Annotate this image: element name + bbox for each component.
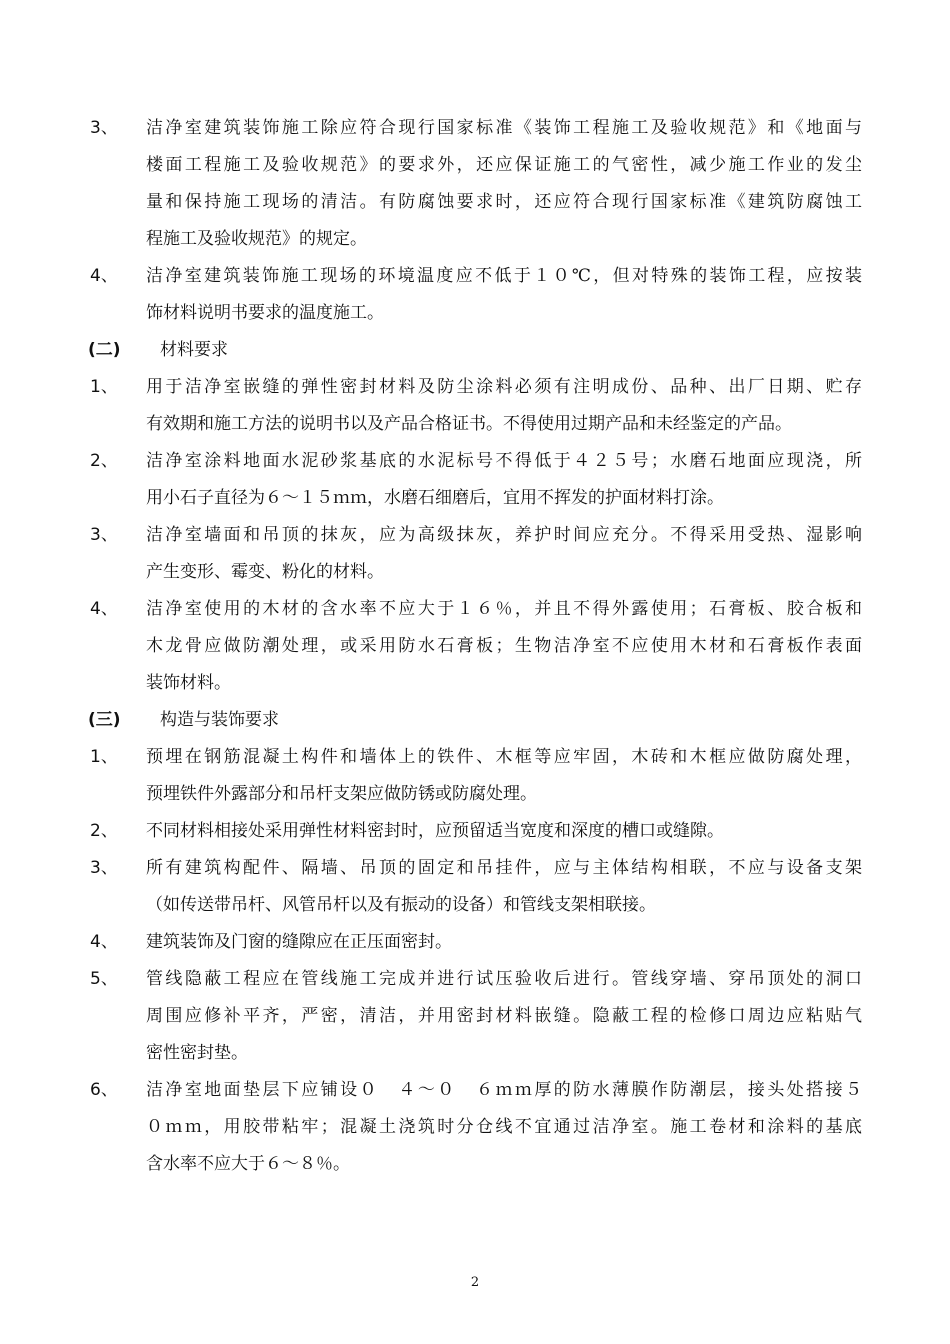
paragraph-line: 密性密封垫。 — [146, 1043, 248, 1063]
page-number: 2 — [470, 1275, 480, 1290]
paragraph-line: 预埋在钢筋混凝土构件和墙体上的铁件、木框等应牢固，木砖和木框应做防腐处理， — [146, 747, 862, 767]
item-number: 2、 — [90, 451, 118, 471]
paragraph-line: 装饰材料。 — [146, 673, 231, 693]
paragraph-line: （如传送带吊杆、风管吊杆以及有振动的设备）和管线支架相联接。 — [146, 895, 656, 915]
list-item — [0, 517, 950, 591]
list-item — [0, 443, 950, 517]
paragraph-line: 洁净室地面垫层下应铺设０ ４～０ ６ｍｍ厚的防水薄膜作防潮层，接头处搭接５ — [146, 1080, 862, 1100]
paragraph-line: 产生变形、霉变、粉化的材料。 — [146, 562, 384, 582]
section-heading — [0, 702, 950, 739]
list-item — [0, 369, 950, 443]
paragraph-line: 有效期和施工方法的说明书以及产品合格证书。不得使用过期产品和未经鉴定的产品。 — [146, 414, 792, 434]
paragraph-line: 程施工及验收规范》的规定。 — [146, 229, 367, 249]
item-number: 3、 — [90, 118, 118, 138]
list-item — [0, 924, 950, 961]
paragraph-line: 所有建筑构配件、隔墙、吊顶的固定和吊挂件，应与主体结构相联，不应与设备支架 — [146, 858, 862, 878]
paragraph-line: 洁净室涂料地面水泥砂浆基底的水泥标号不得低于４２５号；水磨石地面应现浇，所 — [146, 451, 862, 471]
section-title: 材料要求 — [160, 340, 228, 360]
item-number: 4、 — [90, 932, 118, 952]
list-item — [0, 850, 950, 924]
paragraph-line: ０ｍｍ，用胶带粘牢；混凝土浇筑时分仓线不宜通过洁净室。施工卷材和涂料的基底 — [146, 1117, 862, 1137]
paragraph-line: 洁净室使用的木材的含水率不应大于１６％，并且不得外露使用；石膏板、胶合板和 — [146, 599, 862, 619]
section-number: (二) — [88, 340, 121, 360]
paragraph-line: 不同材料相接处采用弹性材料密封时，应预留适当宽度和深度的槽口或缝隙。 — [146, 821, 724, 841]
list-item — [0, 110, 950, 258]
list-item — [0, 258, 950, 332]
list-item — [0, 961, 950, 1072]
list-item — [0, 739, 950, 813]
item-number: 3、 — [90, 858, 118, 878]
item-number: 1、 — [90, 747, 118, 767]
paragraph-line: 木龙骨应做防潮处理，或采用防水石膏板；生物洁净室不应使用木材和石膏板作表面 — [146, 636, 862, 656]
paragraph-line: 楼面工程施工及验收规范》的要求外，还应保证施工的气密性，减少施工作业的发尘 — [146, 155, 862, 175]
paragraph-line: 建筑装饰及门窗的缝隙应在正压面密封。 — [146, 932, 452, 952]
section-heading — [0, 332, 950, 369]
paragraph-line: 洁净室建筑装饰施工现场的环境温度应不低于１０℃，但对特殊的装饰工程，应按装 — [146, 266, 862, 286]
paragraph-line: 周围应修补平齐，严密，清洁，并用密封材料嵌缝。隐蔽工程的检修口周边应粘贴气 — [146, 1006, 862, 1026]
paragraph-line: 用小石子直径为６～１５ｍｍ，水磨石细磨后，宜用不挥发的护面材料打涂。 — [146, 488, 724, 508]
paragraph-line: 用于洁净室嵌缝的弹性密封材料及防尘涂料必须有注明成份、品种、出厂日期、贮存 — [146, 377, 862, 397]
list-item — [0, 591, 950, 702]
section-number: (三) — [88, 710, 121, 730]
item-number: 5、 — [90, 969, 118, 989]
section-title: 构造与装饰要求 — [160, 710, 279, 730]
item-number: 4、 — [90, 599, 118, 619]
item-number: 2、 — [90, 821, 118, 841]
item-number: 6、 — [90, 1080, 118, 1100]
paragraph-line: 洁净室建筑装饰施工除应符合现行国家标准《装饰工程施工及验收规范》和《地面与 — [146, 118, 862, 138]
paragraph-line: 饰材料说明书要求的温度施工。 — [146, 303, 384, 323]
paragraph-line: 洁净室墙面和吊顶的抹灰，应为高级抹灰，养护时间应充分。不得采用受热、湿影响 — [146, 525, 862, 545]
item-number: 1、 — [90, 377, 118, 397]
list-item — [0, 1072, 950, 1183]
paragraph-line: 管线隐蔽工程应在管线施工完成并进行试压验收后进行。管线穿墙、穿吊顶处的洞口 — [146, 969, 862, 989]
paragraph-line: 量和保持施工现场的清洁。有防腐蚀要求时，还应符合现行国家标准《建筑防腐蚀工 — [146, 192, 862, 212]
item-number: 3、 — [90, 525, 118, 545]
item-number: 4、 — [90, 266, 118, 286]
paragraph-line: 预埋铁件外露部分和吊杆支架应做防锈或防腐处理。 — [146, 784, 537, 804]
list-item — [0, 813, 950, 850]
paragraph-line: 含水率不应大于６～８％。 — [146, 1154, 350, 1174]
